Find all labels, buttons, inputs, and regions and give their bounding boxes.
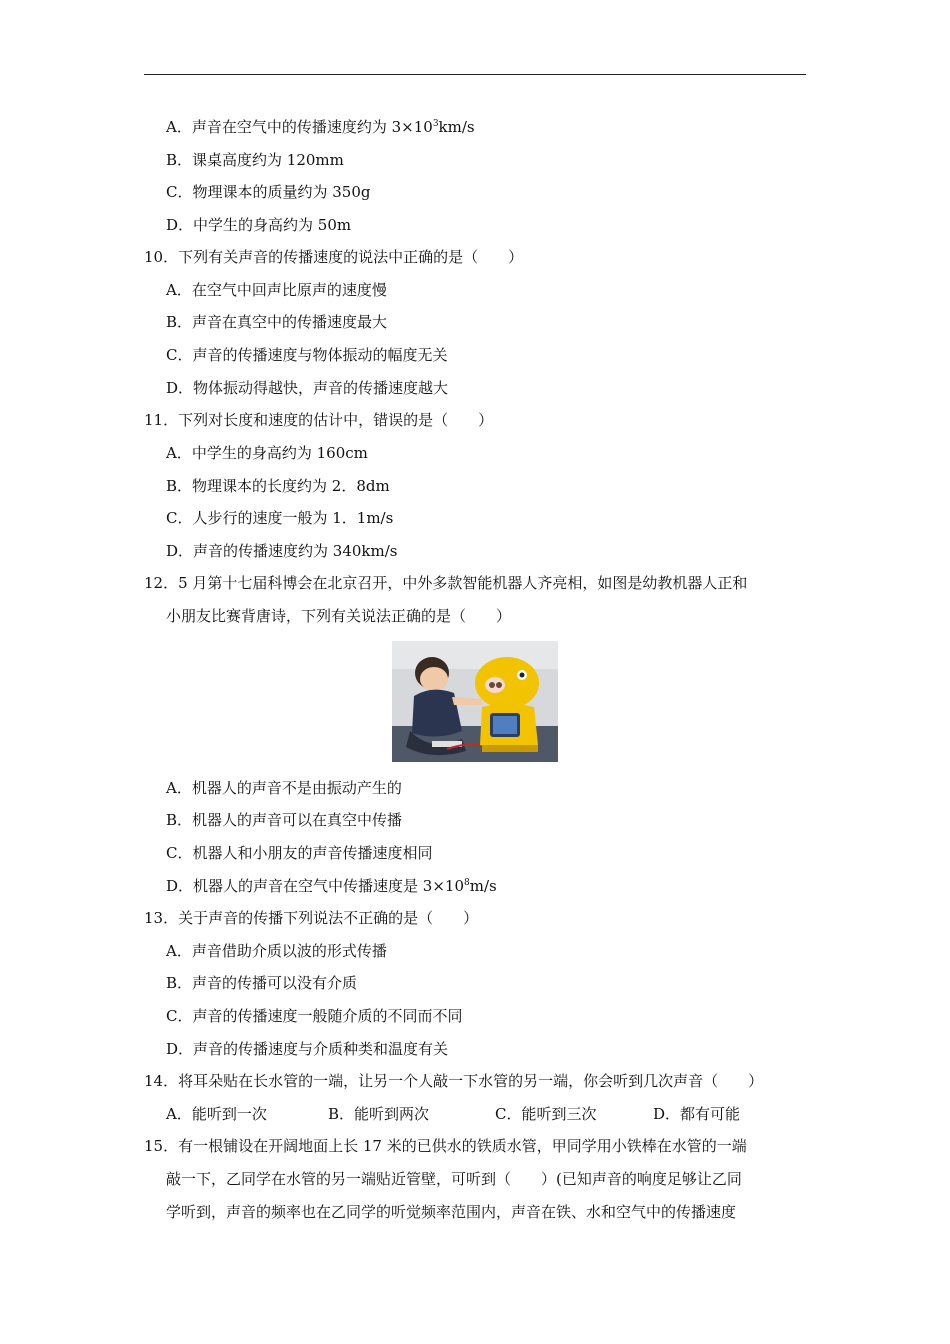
q10-option-d: D．物体振动得越快，声音的传播速度越大	[166, 379, 449, 397]
q9-option-d: D．中学生的身高约为 50m	[166, 216, 352, 234]
q10-option-b: B．声音在真空中的传播速度最大	[166, 313, 388, 331]
robot-child-photo	[392, 641, 558, 762]
q11-option-b: B．物理课本的长度约为 2．8dm	[166, 477, 390, 495]
q11-option-d: D．声音的传播速度约为 340km/s	[166, 542, 398, 560]
q12-stem-line1: 12．5 月第十七届科博会在北京召开，中外多款智能机器人齐亮相，如图是幼教机器人正和	[144, 574, 748, 592]
q12-option-c: C．机器人和小朋友的声音传播速度相同	[166, 844, 433, 862]
q13-option-c: C．声音的传播速度一般随介质的不同而不同	[166, 1007, 463, 1025]
q11-option-a: A．中学生的身高约为 160cm	[166, 444, 368, 462]
q10-option-a: A．在空气中回声比原声的速度慢	[166, 281, 387, 299]
q12-stem-line2: 小朋友比赛背唐诗，下列有关说法正确的是（ ）	[166, 607, 512, 625]
q12-option-b: B．机器人的声音可以在真空中传播	[166, 811, 403, 829]
q10-option-c: C．声音的传播速度与物体振动的幅度无关	[166, 346, 448, 364]
q13-option-d: D．声音的传播速度与介质种类和温度有关	[166, 1040, 449, 1058]
robot-child-illustration	[392, 641, 558, 762]
q14-option-b: B．能听到两次	[328, 1105, 430, 1123]
q9-option-a: A．声音在空气中的传播速度约为 $3\times 10^3km/s$	[166, 118, 475, 136]
q14-stem: 14．将耳朵贴在长水管的一端，让另一个人敲一下水管的另一端，你会听到几次声音（ ）	[144, 1072, 764, 1090]
q13-option-b: B．声音的传播可以没有介质	[166, 974, 358, 992]
q15-stem-line1: 15．有一根铺设在开阔地面上长 17 米的已供水的铁质水管，甲同学用小铁棒在水管的一端	[144, 1137, 747, 1155]
q9-option-c: C．物理课本的质量约为 350g	[166, 183, 371, 201]
q13-stem: 13．关于声音的传播下列说法不正确的是（ ）	[144, 909, 479, 927]
q15-stem-line2: 敲一下，乙同学在水管的另一端贴近管壁，可听到（ ）(已知声音的响度足够让乙同	[166, 1170, 742, 1188]
q14-option-d: D．都有可能	[653, 1105, 741, 1123]
q11-stem: 11．下列对长度和速度的估计中，错误的是（ ）	[144, 411, 494, 429]
header-rule	[144, 74, 806, 75]
q12-option-d: D．机器人的声音在空气中传播速度是 $3\times 10^8m/s$	[166, 877, 497, 895]
q9-option-b: B．课桌高度约为 120mm	[166, 151, 344, 169]
q13-option-a: A．声音借助介质以波的形式传播	[166, 942, 387, 960]
q15-stem-line3: 学听到，声音的频率也在乙同学的听觉频率范围内，声音在铁、水和空气中的传播速度	[166, 1203, 737, 1221]
q11-option-c: C．人步行的速度一般为 1．1m/s	[166, 509, 394, 527]
q10-stem: 10．下列有关声音的传播速度的说法中正确的是（ ）	[144, 248, 524, 266]
q14-option-c: C．能听到三次	[495, 1105, 597, 1123]
q12-option-a: A．机器人的声音不是由振动产生的	[166, 779, 402, 797]
q14-option-a: A．能听到一次	[166, 1105, 267, 1123]
